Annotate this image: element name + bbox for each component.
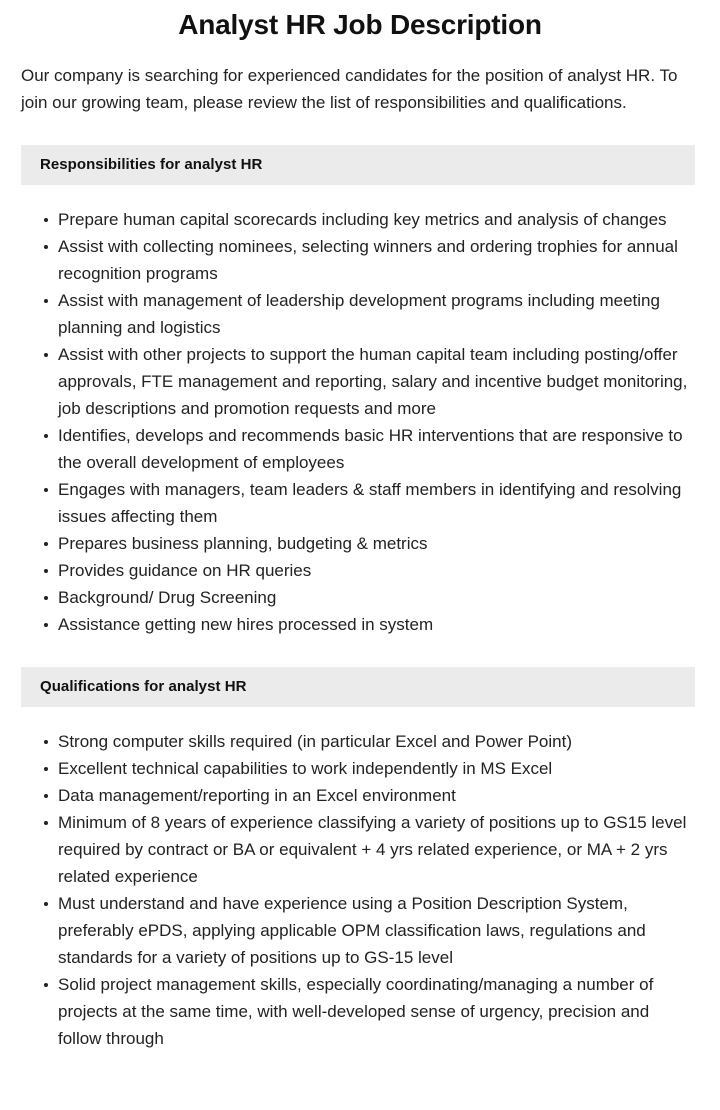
- list-item: [44, 422, 695, 476]
- list-item-text: Must understand and have experience using a Position Description System, preferably ePDS, applying applicable OPM classification laws, regulations and standards for a variety of positions up to GS-15 level: [58, 894, 646, 967]
- list-item: [44, 341, 695, 422]
- page-title: Analyst HR Job Description: [178, 9, 542, 40]
- list-item: [44, 530, 695, 557]
- list-item-text: Assist with management of leadership development programs including meeting planning and logistics: [58, 291, 660, 337]
- list-item: [44, 971, 695, 1052]
- list-item-text: Solid project management skills, especially coordinating/managing a number of projects at the same time, with well-developed sense of urgency, precision and follow through: [58, 975, 654, 1048]
- list-item: [44, 890, 695, 971]
- section-header-responsibilities: [21, 145, 695, 185]
- list-item-text: Excellent technical capabilities to work independently in MS Excel: [58, 759, 553, 778]
- list-item: [44, 557, 695, 584]
- list-item-text: Identifies, develops and recommends basic HR interventions that are responsive to the overall development of employees: [58, 426, 683, 472]
- section-heading-label: Responsibilities for analyst HR: [40, 156, 263, 173]
- list-item: [44, 233, 695, 287]
- list-item-text: Minimum of 8 years of experience classifying a variety of positions up to GS15 level required by contract or BA or equivalent + 4 yrs related experience, or MA + 2 yrs related experience: [58, 813, 687, 886]
- section-responsibilities: [0, 145, 720, 638]
- responsibilities-list: [0, 185, 720, 638]
- list-item-text: Engages with managers, team leaders & staff members in identifying and resolving issues affecting them: [58, 480, 682, 526]
- list-item: [44, 584, 695, 611]
- list-item: [44, 782, 695, 809]
- list-item-text: Prepare human capital scorecards including key metrics and analysis of changes: [58, 210, 667, 229]
- section-header-qualifications: [21, 667, 695, 707]
- qualifications-list: [0, 707, 720, 1052]
- list-item: [44, 611, 695, 638]
- list-item: [44, 755, 695, 782]
- intro-paragraph: Our company is searching for experienced candidates for the position of analyst HR. To join our growing team, please review the list of responsibilities and qualifications.: [21, 66, 678, 112]
- section-qualifications: [0, 667, 720, 1052]
- list-item-text: Assistance getting new hires processed in system: [58, 615, 434, 634]
- list-item-text: Background/ Drug Screening: [58, 588, 277, 607]
- list-item-text: Prepares business planning, budgeting & metrics: [58, 534, 428, 553]
- list-item-text: Provides guidance on HR queries: [58, 561, 312, 580]
- list-item-text: Assist with other projects to support the human capital team including posting/offer approvals, FTE management and reporting, salary and incentive budget monitoring, job descriptions and promotion requests and more: [58, 345, 688, 418]
- list-item: [44, 287, 695, 341]
- list-item: [44, 206, 695, 233]
- list-item-text: Assist with collecting nominees, selecting winners and ordering trophies for annual recognition programs: [58, 237, 678, 283]
- section-heading-label: Qualifications for analyst HR: [40, 678, 247, 695]
- list-item-text: Strong computer skills required (in particular Excel and Power Point): [58, 732, 573, 751]
- list-item-text: Data management/reporting in an Excel environment: [58, 786, 456, 805]
- list-item: [44, 476, 695, 530]
- list-item: [44, 728, 695, 755]
- list-item: [44, 809, 695, 890]
